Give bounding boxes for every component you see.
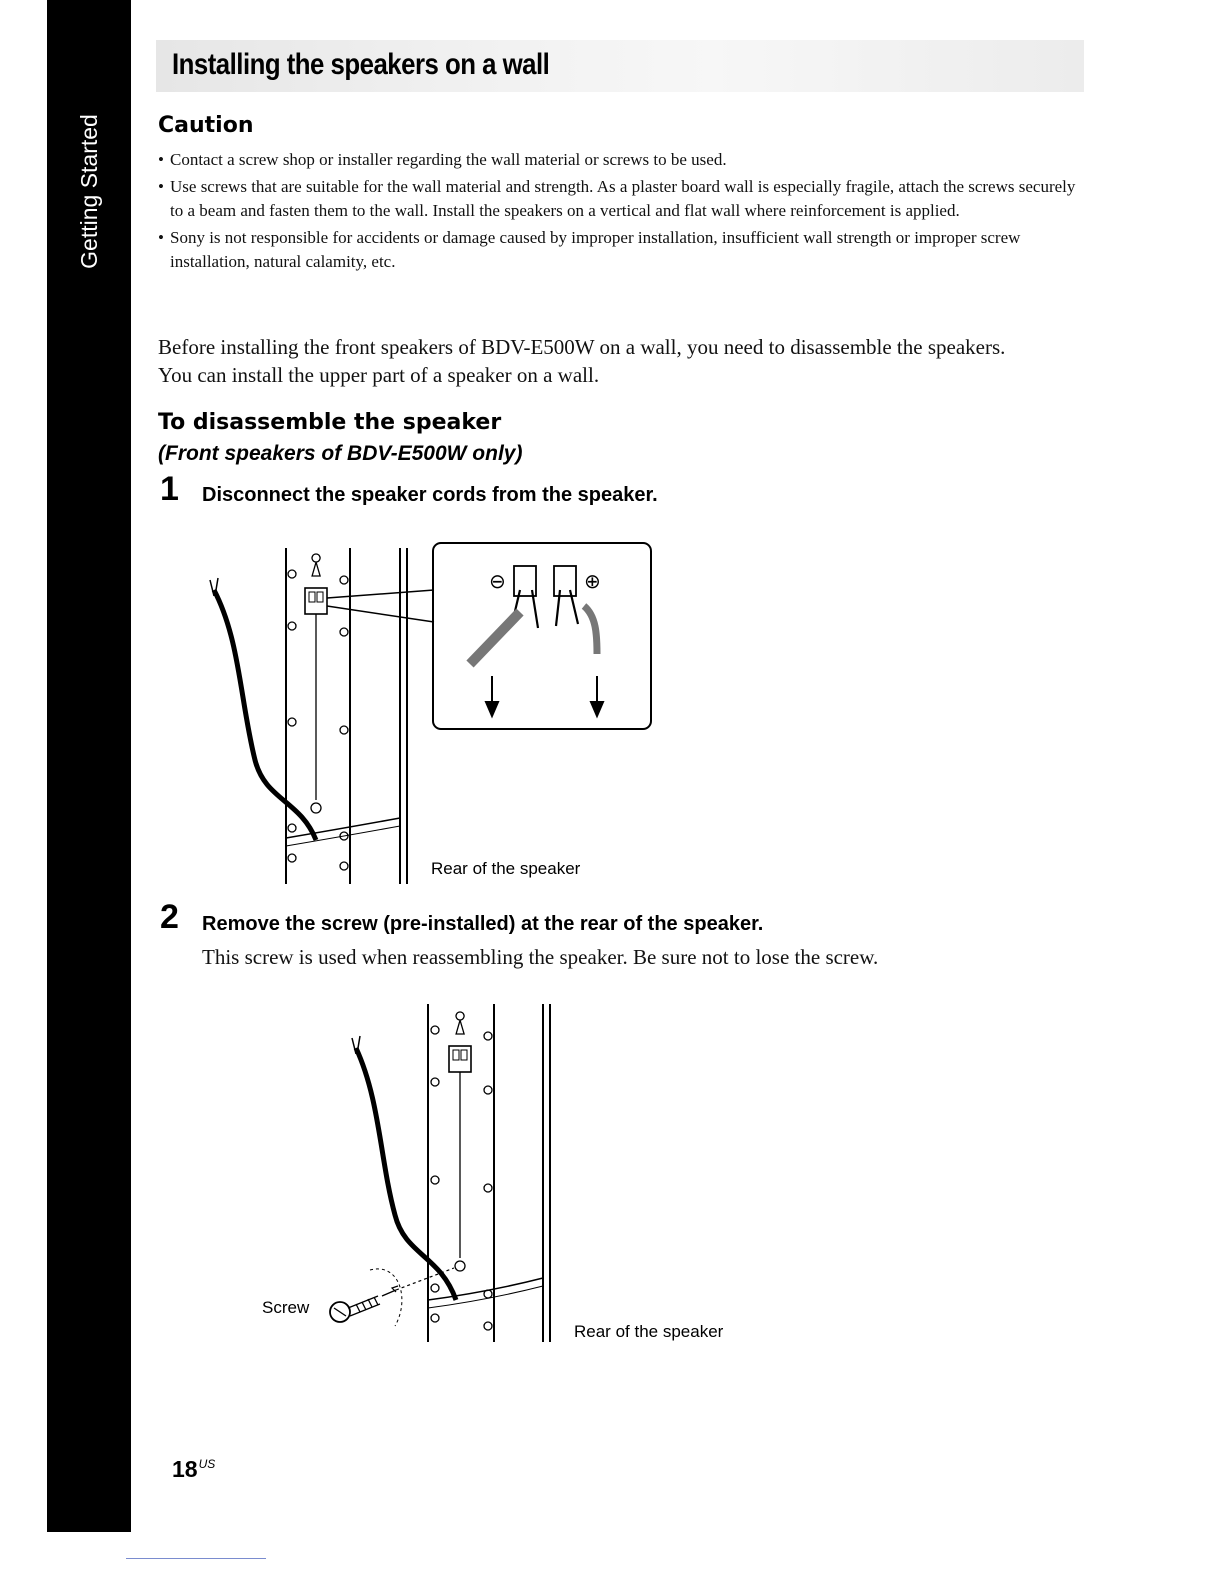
section-subheading: (Front speakers of BDV-E500W only) <box>158 442 523 465</box>
page-number-value: 18 <box>172 1456 198 1482</box>
caution-text: Use screws that are suitable for the wall material and strength. As a plaster board wall is especially fragile, attach the screws securely to a beam and fasten them to the wall. Install the speakers on a vertical and flat wall where reinforcement is applied. <box>170 177 1076 220</box>
step-2-title: Remove the screw (pre-installed) at the rear of the speaker. <box>202 913 764 935</box>
bullet-icon: • <box>158 177 164 196</box>
intro-line-2: You can install the upper part of a speaker on a wall. <box>158 363 600 387</box>
plus-terminal-symbol: ⊕ <box>584 569 601 593</box>
step-1-number: 1 <box>160 470 179 508</box>
minus-terminal-symbol: ⊖ <box>489 569 506 593</box>
caution-text: Sony is not responsible for accidents or damage caused by improper installation, insufficient wall strength or improper screw installation, natural calamity, etc. <box>170 228 1021 271</box>
step-2-description: This screw is used when reassembling the speaker. Be sure not to lose the screw. <box>202 945 879 969</box>
bullet-icon: • <box>158 228 164 247</box>
step-1-title: Disconnect the speaker cords from the speaker. <box>202 484 658 506</box>
figure-2-label: Rear of the speaker <box>574 1322 724 1341</box>
section-heading: To disassemble the speaker <box>158 410 502 435</box>
page-number <box>172 1456 215 1483</box>
screw-label: Screw <box>262 1298 310 1317</box>
page-number-suffix: US <box>198 1457 216 1471</box>
caution-text: Contact a screw shop or installer regarding the wall material or screws to be used. <box>170 150 727 169</box>
step-2-number: 2 <box>160 898 179 936</box>
sidebar-section-text: Getting Started <box>75 113 102 269</box>
bottom-rule <box>126 1558 266 1559</box>
caution-heading: Caution <box>158 113 254 138</box>
bullet-icon: • <box>158 150 164 169</box>
figure-1-label: Rear of the speaker <box>431 859 581 878</box>
page-title: Installing the speakers on a wall <box>172 48 550 81</box>
intro-line-1: Before installing the front speakers of BDV-E500W on a wall, you need to disassemble the speakers. <box>158 335 1006 359</box>
